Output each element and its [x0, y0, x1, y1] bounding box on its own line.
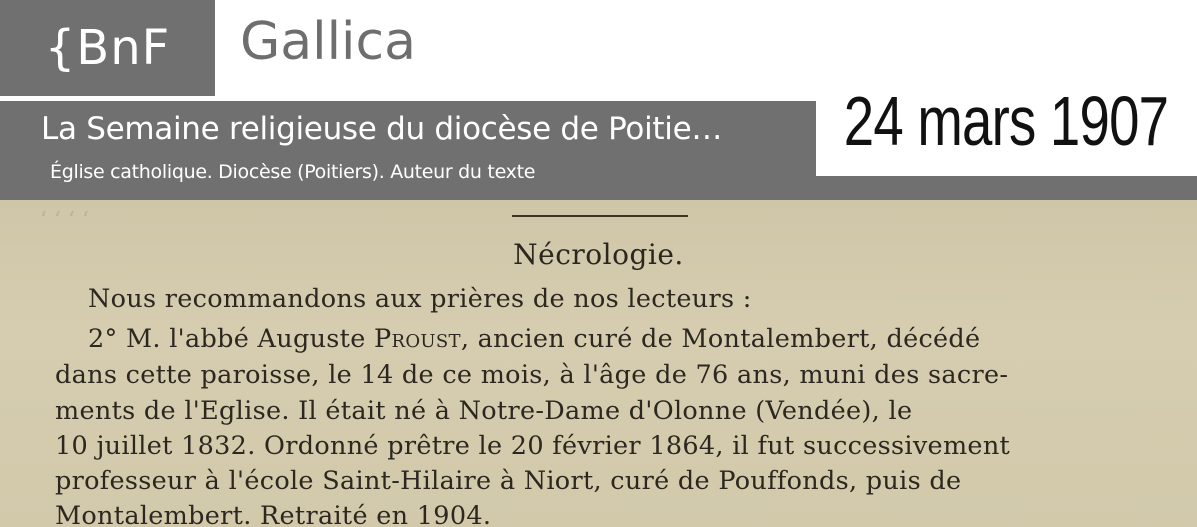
bnf-logo[interactable] — [0, 0, 215, 96]
intro-line: Nous recommandons aux prières de nos lecteurs : — [88, 284, 752, 314]
separator-rule — [512, 215, 688, 217]
text-line — [88, 324, 980, 354]
text-line: Montalembert. Retraité en 1904. — [55, 501, 492, 527]
text-fragment: , ancien curé de Montalembert, décédé — [460, 324, 981, 354]
bnf-logo-text: {BnF — [44, 20, 171, 76]
text-line: ments de l'Eglise. Il était né à Notre-Dame d'Olonne (Vendée), le — [55, 396, 913, 426]
issue-date: 24 mars 1907 — [844, 82, 1169, 160]
document-title-band — [0, 101, 816, 200]
scanned-page — [0, 200, 1197, 527]
text-line: 10 juillet 1832. Ordonné prêtre le 20 février 1864, il fut successivement — [55, 431, 1011, 461]
gallica-wordmark[interactable]: Gallica — [240, 12, 416, 72]
document-author[interactable]: Église catholique. Diocèse (Poitiers). Auteur du texte — [50, 161, 536, 183]
person-name: Proust — [374, 324, 461, 354]
document-title[interactable]: La Semaine religieuse du diocèse de Poitie… — [41, 111, 723, 147]
show-through-text: ʻ ʻ ʻ ʻ — [40, 208, 89, 233]
title-band-extension — [816, 176, 1197, 200]
text-line: professeur à l'école Saint-Hilaire à Niort, curé de Pouffonds, puis de — [55, 466, 962, 496]
section-heading: Nécrologie. — [513, 238, 684, 271]
issue-date-box — [816, 66, 1197, 176]
text-line: dans cette paroisse, le 14 de ce mois, à l'âge de 76 ans, muni des sacre- — [55, 360, 1009, 390]
text-fragment: 2° M. l'abbé Auguste — [88, 324, 375, 354]
